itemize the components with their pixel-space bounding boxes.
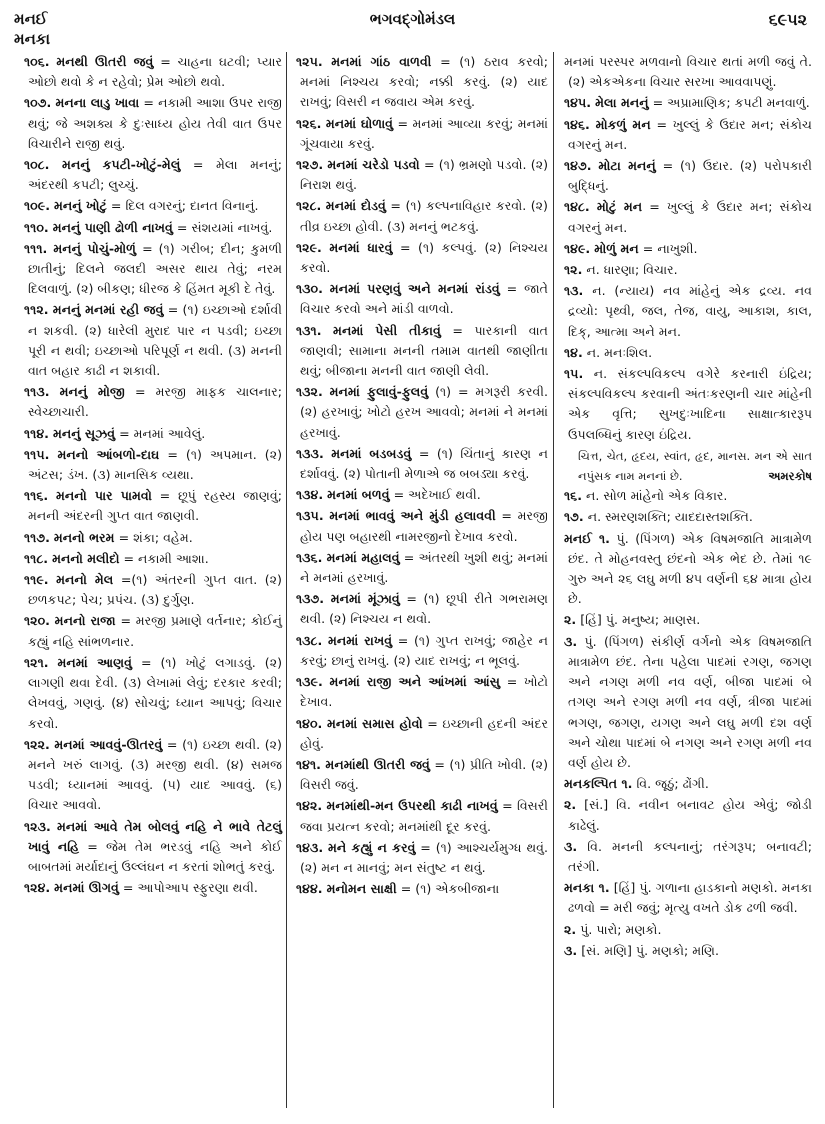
entry-headword: મનમાં મૂંઝાવું — [330, 591, 400, 607]
dictionary-entry — [560, 920, 812, 940]
entry-definition: = મરજી પ્રમાણે વર્તનાર; કોઈનું કહ્યું નહિ સાંભળનાર. — [28, 613, 282, 649]
entry-definition: = ખોટો દેખાવ. — [300, 674, 548, 710]
entry-definition: = નકામી આશા. — [123, 550, 209, 566]
entry-number: ૧૩૬. — [296, 549, 323, 565]
entry-headword: મનનો મેલ — [56, 572, 114, 588]
entry-number: ૧૪૧. — [296, 756, 321, 772]
entry-headword: મનનો રાજા — [54, 613, 116, 629]
dictionary-entry — [20, 611, 282, 651]
column-divider — [286, 52, 287, 1108]
entry-number: ૧૧૪. — [24, 425, 49, 441]
entry-headword: મોટું મન — [596, 199, 643, 215]
entry-number: ૧૩૭. — [296, 591, 325, 607]
dictionary-entry — [20, 735, 282, 816]
entry-number: ૧૪૪. — [296, 881, 323, 897]
dictionary-entry — [292, 672, 548, 712]
entry-number: ૧૪. — [564, 344, 583, 360]
entry-headword: મોટા મનનું — [598, 158, 656, 174]
entry-definition: = ચાહના ઘટવી; પ્યાર ઓછો થવો કે ન રહેવો; પ્રેમ ઓછો થવો. — [28, 54, 282, 90]
dictionary-entry — [292, 589, 548, 629]
dictionary-entry — [560, 507, 812, 527]
entry-headword: મનકલ્પિત ૧. — [564, 776, 633, 792]
column-3 — [560, 52, 812, 962]
entry-definition: = નાખુશી. — [642, 240, 698, 256]
dictionary-entry — [560, 632, 812, 773]
entry-headword: મનમાં ફુલાવું-ફુલવું — [329, 384, 429, 400]
entry-definition: = મરજી હોય પણ બહારથી નામરજીનો દેખાવ કરવો. — [300, 508, 548, 544]
dictionary-entry — [560, 486, 812, 506]
entry-headword: મનમાં આવે તેમ બોલવું નહિ ને ભાવે તેટલું ખાવું નહિ — [28, 818, 282, 854]
entry-definition: = મરજી માફક ચાલનાર; સ્વેચ્છાચારી. — [28, 384, 282, 420]
entry-headword: મનમાં દોડવું — [325, 198, 386, 214]
entry-definition: = (૧) ભ્રમણો પડવો. (૨) નિરાશ થવું. — [300, 157, 549, 193]
entry-number: ૧૩૯. — [296, 674, 323, 690]
page-header — [0, 6, 825, 50]
entry-headword: મનમાં આણવું — [57, 654, 132, 670]
entry-headword: મેલા મનનું — [595, 95, 649, 111]
entry-headword: મનનું ખોટું — [54, 198, 107, 214]
entry-headword: મનમાં ગાંઠ વાળવી — [331, 54, 432, 69]
entry-definition: વિ. જૂઠું; ઢોંગી. — [636, 776, 709, 792]
entry-definition: = (૧) ઉદાર. (૨) પરોપકારી બુદ્ધિનું. — [568, 158, 812, 194]
dictionary-entry — [560, 281, 812, 342]
entry-definition: [સં.] વિ. નવીન બનાવટ હોય એવું; જોડી કાઢેલું. — [568, 797, 812, 833]
entry-definition: [સં. મણિ] પું. મણકો; મણિ. — [581, 942, 720, 958]
entry-headword: મનમાં ઊગવું — [54, 880, 119, 896]
dictionary-entry — [292, 114, 548, 154]
entry-headword: મનનું કપટી-ખોટું-મેલું — [62, 157, 181, 173]
entry-definition: = શંકા; વહેમ. — [118, 529, 193, 545]
entry-definition: = (૧) ઠરાવ કરવો; મનમાં નિશ્ચય કરવો; નક્કી કરવું. (૨) યાદ રાખવું; વિસરી ન જવાય એમ કરવું. — [300, 54, 548, 110]
dictionary-entry — [20, 549, 282, 569]
dictionary-entry — [292, 444, 548, 484]
page-number: ૬૯૫૨ — [768, 10, 807, 29]
entry-definition: = (૧) ચિંતાનું કારણ ન દર્શાવવું. (૨) પોતાની મેળાએ જ બબડ્યા કરવું. — [300, 445, 548, 482]
dictionary-entry — [20, 155, 282, 195]
entry-number: ૧૦૮. — [24, 157, 50, 173]
entry-number: ૧૨૬. — [296, 115, 322, 131]
column-1 — [20, 52, 282, 899]
dictionary-entry — [292, 548, 548, 588]
entry-number: ૧૨૪. — [24, 880, 51, 896]
dictionary-entry — [20, 528, 282, 548]
dictionary-entry — [292, 506, 548, 546]
dictionary-entry — [20, 196, 282, 216]
entry-definition: =(૧) અંતરની ગુપ્ત વાત. (૨) છળકપટ; પેચ; પ્રપંચ. (૩) દુર્ગુણ. — [28, 572, 282, 608]
entry-number: ૧૬. — [564, 488, 583, 504]
entry-definition: = મનમાં આવ્યા કરવું; મનમાં ગૂંચવાયા કરવું. — [300, 115, 549, 151]
column-2 — [292, 52, 548, 900]
entry-headword: મનમાં ચરેડો પડવો — [327, 157, 420, 173]
entry-number: ૧૩. — [564, 283, 584, 299]
dictionary-entry — [560, 260, 812, 280]
dictionary-entry — [560, 115, 812, 155]
entry-number: ૩. — [564, 633, 578, 649]
entry-definition: = અંતરથી ખુશી થવું; મનમાં ને મનમાં હરખાવું. — [300, 549, 548, 586]
dictionary-entry — [20, 817, 282, 878]
entry-definition: મનમાં પરસ્પર મળવાનો વિચાર થતાં મળી જવું તે. (૨) એકએકના વિચાર સરખા આવવાપણું. — [564, 54, 812, 90]
column-divider — [553, 52, 554, 1108]
entry-definition: = પારકાની વાત જાણવી; સામાના મનની તમામ વાતથી જાણીતા થવું; બીજાના મનની વાત જાણી લેવી. — [300, 322, 548, 379]
dictionary-entry — [20, 653, 282, 734]
entry-number: ૧૩૩. — [296, 445, 324, 461]
entry-headword: મનનો પાર પામવો — [55, 488, 152, 504]
entry-definition: = (૧) ઇચ્છા થવી. (૨) મનને ખરું લાગવું. (૩) મરજી થવી. (૪) સમજ પડવી; ધ્યાનમાં આવવું. (૫) યાદ આવવું. (૬) વિચાર આવવો. — [28, 736, 282, 813]
entry-definition: (૧) = મગરૂરી કરવી. (૨) હરખાવું; ખોટો હરખ આવવો; મનમાં ને મનમાં હરખાવું. — [300, 384, 549, 440]
entry-headword: મનમાં પરણવું અને મનમાં રાંડવું — [329, 281, 500, 297]
entry-definition: = આપોઆપ સ્ફુરણા થવી. — [122, 880, 258, 896]
entry-headword: મનમાં રાજી અને આંખમાં આંસુ — [329, 674, 500, 690]
entry-number: ૧૨૯. — [296, 239, 322, 255]
entry-definition: = જાતે વિચાર કરવો અને માંડી વાળવો. — [300, 281, 548, 317]
guide-word-first: મનઈ — [14, 10, 48, 28]
entry-definition: = છૂપું રહસ્ય જાણવું; મનની અંદરની ગુપ્ત વાત જાણવી. — [28, 488, 282, 524]
dictionary-entry — [560, 52, 812, 92]
dictionary-entry — [292, 879, 548, 899]
entry-headword: મનમાં ધારવું — [329, 239, 393, 255]
entry-number: ૧૩૫. — [296, 508, 324, 524]
dictionary-entry — [20, 878, 282, 898]
entry-definition: = (૧) કલ્પનાવિહાર કરવો. (૨) તીવ્ર ઇચ્છા હોવી. (૩) મનનું ભટકવું. — [300, 198, 548, 234]
dictionary-entry — [292, 796, 548, 836]
entry-headword: મનનો મલીદો — [52, 550, 120, 566]
entry-headword: મનમાં બળવું — [327, 487, 390, 503]
citation — [560, 446, 812, 486]
entry-definition: = નકામી આશા ઉપર રાજી થવું; જે અશક્ય કે દુઃસાધ્ય હોય તેવી વાત ઉપર વિચારીને રાજી થવું. — [28, 95, 282, 151]
dictionary-entry — [292, 279, 548, 319]
entry-number: ૧૩૮. — [296, 632, 323, 648]
entry-definition: = (૧) અપમાન. (૨) અંટસ; ડંખ. (૩) માનસિક વ્યથા. — [28, 446, 282, 483]
entry-definition: = અદેખાઈ થવી. — [393, 487, 481, 503]
entry-definition: ન. (ન્યાય) નવ માંહેનું એક દ્રવ્ય. નવ દ્રવ્યો: પૃથ્વી, જલ, તેજ, વાયુ, આકાશ, કાલ, દિક્, આત્મા અને મન. — [568, 283, 812, 339]
entry-headword: મનમાં આવવું-ઊતરવું — [54, 736, 163, 752]
entry-number: ૧૭. — [564, 509, 584, 525]
entry-number: ૧૦૭. — [24, 95, 52, 111]
entry-definition: = (૧) ગુપ્ત રાખવું; જાહેર ન કરવું; છાનું રાખવું. (૨) યાદ રાખવું; ન ભૂલવું. — [300, 632, 548, 668]
entry-number: ૧૨૭. — [296, 157, 324, 173]
dictionary-entry — [20, 382, 282, 422]
entry-definition: = (૧) આશ્ચર્યમુગ્ધ થવું. (૨) મન ન માનવું; મન સંતુષ્ટ ન થવું. — [300, 839, 548, 875]
entry-definition: = વિસરી જવા પ્રયત્ન કરવો; મનમાંથી દૂર કરવું. — [300, 798, 548, 834]
dictionary-entry — [560, 878, 812, 918]
entry-headword: મનના લાડુ ખાવા — [55, 95, 140, 111]
entry-number: ૧૧૮. — [24, 550, 49, 566]
dictionary-entry — [20, 239, 282, 300]
entry-number: ૧૪૫. — [564, 95, 592, 111]
entry-number: ૩. — [564, 838, 578, 854]
entry-number: ૧૨૩. — [24, 818, 51, 834]
entry-definition: પું. (પિંગળ) એક વિષમજાતિ માત્રામેળ છંદ. તે મોહનવસ્તુ છંદનો એક ભેદ છે. તેમાં ૧૯ ગુરુ અને ૨૬ લઘુ મળી ૪૫ વર્ણની ૬૪ માત્રા હોય છે. — [568, 530, 812, 607]
entry-definition: [હિં] પું. ગળાના હાડકાનો મણકો. મનકા ઢળવો = મરી જવું; મૃત્યુ વખતે ડોક ઢળી જવી. — [568, 880, 812, 916]
entry-definition: = (૧) ગરીબ; દીન; કુમળી છાતીનું; દિલને જલદી અસર થાય તેવું; નરમ દિલવાળું. (૨) બીકણ; ધીરજ કે હિંમત મૂકી દે તેવું. — [28, 240, 283, 297]
dictionary-entry — [292, 838, 548, 878]
entry-number: ૧૦૬. — [24, 54, 50, 69]
entry-definition: = જેમ તેમ ભરડવું નહિ અને કોઈ બાબતમાં મર્યાદાનું ઉલ્લંઘન ન કરતાં શોભતું કરવું. — [28, 838, 282, 874]
entry-number: ૧૧૬. — [24, 488, 49, 504]
entry-headword: મનનું પોચું-મોળું — [53, 240, 136, 256]
entry-number: ૧૩૨. — [296, 384, 323, 400]
entry-headword: મોકળું મન — [595, 116, 651, 132]
entry-number: ૨. — [564, 797, 577, 813]
entry-number: ૧૨૧. — [24, 654, 49, 670]
dictionary-entry — [20, 570, 282, 610]
entry-definition: [હિં] પું. મનુષ્ય; માણસ. — [580, 612, 701, 628]
entry-headword: મનમાં બડબડવું — [331, 445, 412, 461]
entry-number: ૧૪૯. — [564, 240, 591, 256]
dictionary-entry — [292, 155, 548, 195]
entry-definition: = ખુલ્લું કે ઉદાર મન; સંકોચ વગરનું મન. — [568, 116, 812, 152]
entry-number: ૧૧૧. — [24, 240, 48, 256]
dictionary-entry — [560, 197, 812, 237]
entry-number: ૩. — [564, 942, 578, 958]
entry-definition: ન. સ્મરણશક્તિ; યાદદાસ્તશક્તિ. — [587, 509, 753, 525]
dictionary-entry — [20, 52, 282, 92]
entry-definition: = સંશયમાં નાખવું. — [176, 219, 273, 235]
entry-number: ૧૪૬. — [564, 116, 590, 132]
entry-definition: = અપ્રામાણિક; કપટી મનવાળું. — [652, 95, 810, 111]
entry-definition: ન. મનઃશિલ. — [586, 344, 653, 360]
entry-headword: મનમાં સમાસ હોવો — [326, 715, 423, 731]
entry-headword: મનનો ભરમ — [53, 529, 115, 545]
entry-headword: મનમાં પેસી તીકાવું — [333, 322, 441, 338]
entry-number: ૧૪૮. — [564, 199, 590, 215]
dictionary-entry — [560, 156, 812, 196]
entry-number: ૧૪૦. — [296, 715, 323, 731]
entry-number: ૧૨૨. — [24, 736, 50, 752]
entry-headword: મનનું મોજી — [59, 384, 125, 400]
dictionary-entry — [292, 631, 548, 671]
entry-headword: મનનું પાણી ઢોળી નાખવું — [52, 219, 173, 235]
entry-headword: મનઈ ૧. — [564, 530, 610, 546]
entry-definition: વિ. મનની કલ્પનાનું; તરંગરૂપ; બનાવટી; તરંગી. — [568, 838, 812, 874]
entry-number: ૧૨૫. — [296, 54, 323, 69]
entry-number: ૨. — [564, 921, 577, 937]
entry-number: ૧૪૨. — [296, 798, 323, 814]
entry-number: ૧૫. — [564, 366, 584, 382]
dictionary-entry — [560, 610, 812, 630]
entry-definition: ન. ધારણા; વિચાર. — [586, 262, 678, 278]
entry-headword: મનનું સૂઝવું — [52, 425, 116, 441]
entry-definition: = ખુલ્લું કે ઉદાર મન; સંકોચ વગરનું મન. — [568, 199, 813, 235]
entry-number: ૧૧૯. — [24, 572, 49, 588]
dictionary-entry — [560, 774, 812, 794]
entry-headword: મનમાં ઘોળાવું — [325, 115, 394, 131]
entry-definition: = (૧) કલ્પવું. (૨) નિશ્ચય કરવો. — [300, 239, 548, 276]
entry-number: ૧૧૭. — [24, 529, 50, 545]
entry-headword: મનમાંથી-મન ઉપરથી કાઢી નાખવું — [326, 798, 498, 814]
entry-number: ૧૪૭. — [564, 158, 592, 174]
dictionary-entry — [292, 382, 548, 443]
entry-definition: = મેલા મનનું; અંદરથી કપટી; લુચ્ચું. — [28, 157, 282, 193]
dictionary-entry — [292, 485, 548, 505]
entry-definition: = (૧) ખોટું લગાડવું. (૨) લાગણી થવા દેવી. (૩) લેખામાં લેવું; દરકાર કરવી; લેખવવું, ગણવું. (૪) સોચવું; ધ્યાન આપવું; વિચાર કરવો. — [28, 654, 282, 731]
dictionary-entry — [560, 529, 812, 610]
entry-definition: પું. (પિંગળ) સંકીર્ણ વર્ગનો એક વિષમજાતિ માત્રામેળ છંદ. તેના પહેલા પાદમાં રગણ, જગણ અને નગણ મળી નવ વર્ણ, બીજા પાદમાં બે તગણ અને રગણ મળી નવ વર્ણ, ત્રીજા પાદમાં ભગણ, જગણ, યગણ અને લઘુ મળી દશ વર્ણ અને ચોથા પાદમાં બે નગણ અને રગણ મળી નવ વર્ણ હોય છે. — [568, 633, 812, 770]
dictionary-entry — [20, 93, 282, 154]
dictionary-entry — [292, 755, 548, 795]
dictionary-entry — [292, 321, 548, 382]
entry-headword: મને કહ્યું ન કરવું — [328, 839, 416, 855]
entry-number: ૧૨૦. — [24, 613, 50, 629]
dictionary-entry — [292, 238, 548, 278]
citation-source: અમરકોષ — [768, 469, 812, 484]
entry-number: ૧૧૨. — [24, 302, 49, 318]
dictionary-entry — [560, 239, 812, 259]
entry-definition: ન. સંકલ્પવિકલ્પ વગેરે કરનારી ઇંદ્રિય; સંકલ્પવિકલ્પ કરવાની અંતઃકરણની ચાર માંહેની એક વૃત્તિ; સુખદુઃખાદિના સાક્ષાત્કારરૂપ ઉપલબ્ધિનું કારણ ઇંદ્રિય. — [568, 366, 812, 442]
dictionary-entry — [560, 93, 812, 113]
entry-headword: મનનો આંબળો-દાઘ — [57, 446, 160, 462]
dictionary-entry — [292, 52, 548, 113]
dictionary-entry — [560, 364, 812, 445]
entry-definition: = (૧) પ્રીતિ ખોવી. (૨) વિસરી જવું. — [300, 756, 548, 793]
entry-definition: ન. સોળ માંહેનો એક વિકાર. — [586, 488, 728, 504]
entry-number: ૧૨. — [564, 262, 583, 278]
entry-definition: = મનમાં આવેલું. — [119, 425, 206, 441]
dictionary-entry — [560, 343, 812, 363]
entry-number: ૧૧૩. — [24, 384, 50, 400]
dictionary-entry — [20, 300, 282, 381]
entry-definition: = ઇચ્છાની હદની અંદર હોવું. — [300, 715, 548, 751]
entry-headword: મનમાં ભાવવું અને મુંડી હલાવવી — [329, 508, 496, 524]
entry-headword: મનનું મનમાં રહી જવું — [52, 302, 164, 318]
entry-number: ૧૪૩. — [296, 839, 324, 855]
entry-definition: = દિલ વગરનું; દાનત વિનાનું. — [110, 198, 259, 214]
entry-headword: મનકા ૧. — [564, 880, 610, 896]
entry-number: ૧૧૫. — [24, 446, 50, 462]
entry-number: ૧૩૧. — [296, 322, 322, 338]
entry-headword: મનોમન સાક્ષી — [326, 881, 397, 897]
guide-word-last: મનકા — [14, 30, 51, 48]
entry-definition: = (૧) ઇચ્છાઓ દર્શાવી ન શકવી. (૨) ધારેલી મુરાદ પાર ન પડવી; ઇચ્છા પૂરી ન થવી; ઇચ્છાઓ પરિપૂર્ણ ન થવી. (૩) મનની વાત બહાર કાઢી ન શકાવી. — [28, 302, 283, 379]
dictionary-entry — [20, 424, 282, 444]
entry-headword: મનમાંથી ઊતરી જવું — [325, 756, 430, 772]
entry-definition: પું. પારો; મણકો. — [580, 921, 662, 937]
entry-number: ૧૦૯. — [24, 198, 50, 214]
entry-headword: મોળું મન — [594, 240, 639, 256]
entry-number: ૨. — [564, 612, 577, 628]
dictionary-entry — [20, 486, 282, 526]
entry-headword: મનથી ઊતરી જવું — [56, 54, 154, 69]
entry-definition: = (૧) એકબીજાના — [400, 881, 500, 897]
dictionary-entry — [560, 941, 812, 961]
dictionary-entry — [20, 218, 282, 238]
entry-headword: મનમાં મહાલવું — [326, 549, 400, 565]
entry-number: ૧૧૦. — [24, 219, 49, 235]
dictionary-entry — [20, 445, 282, 485]
entry-headword: મનમાં રાખવું — [327, 632, 393, 648]
citation-text: ચિત્ત, ચેત, હૃદય, સ્વાંત, હૃદ, માનસ. મન એ સાત નપુંસક નામ મનનાં છે. — [578, 448, 812, 484]
dictionary-entry — [560, 837, 812, 877]
book-title: ભગવદ્ગોમંડલ — [369, 10, 456, 28]
entry-definition: = (૧) છૂપી રીતે ગભરામણ થવી. (૨) નિશ્ચય ન થવો. — [300, 591, 548, 627]
entry-number: ૧૨૮. — [296, 198, 322, 214]
entry-number: ૧૩૪. — [296, 487, 324, 503]
dictionary-entry — [292, 714, 548, 754]
dictionary-entry — [560, 795, 812, 835]
entry-number: ૧૩૦. — [296, 281, 323, 297]
dictionary-entry — [292, 196, 548, 236]
